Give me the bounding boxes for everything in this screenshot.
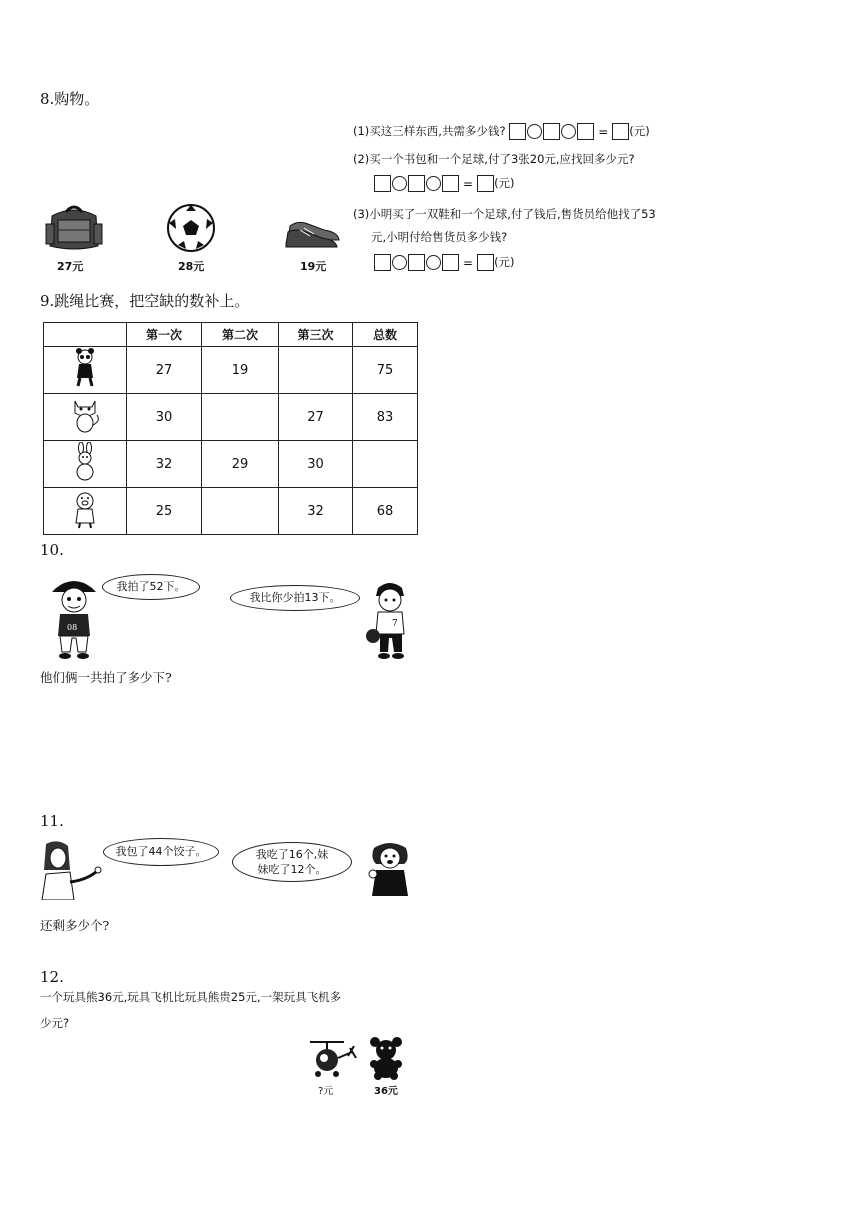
q8-sub2-equation	[374, 175, 515, 192]
table-row	[44, 394, 418, 441]
q11-question: 还剩多少个?	[40, 918, 110, 933]
q8-sub1-text: (1)买这三样东西,共需多少钱?	[353, 124, 506, 138]
table-header-cell: 第三次	[279, 323, 353, 347]
cat-icon	[44, 394, 127, 441]
q11-number: 11.	[40, 812, 64, 830]
pig-icon	[44, 488, 127, 535]
q12-text-line1: 一个玩具熊36元,玩具飞机比玩具熊贵25元,一架玩具飞机多	[40, 990, 342, 1004]
bear-price: 36元	[374, 1086, 398, 1097]
table-cell: 32	[279, 488, 353, 535]
shoes-price: 19元	[300, 260, 327, 273]
rabbit-icon	[44, 441, 127, 488]
q8-sub1	[353, 123, 650, 140]
soccer-ball-price: 28元	[178, 260, 205, 273]
answer-box[interactable]	[577, 123, 594, 140]
answer-box[interactable]	[477, 175, 494, 192]
unit-label: (元)	[494, 176, 515, 190]
table-cell: 75	[353, 347, 418, 394]
answer-box[interactable]	[374, 254, 391, 271]
bubble-line: 妹吃了12个。	[257, 863, 327, 876]
table-header-cell: 第二次	[202, 323, 279, 347]
speech-bubble-right: 我比你少拍13下。	[230, 585, 360, 611]
speech-bubble-right	[232, 842, 352, 882]
operator-circle[interactable]	[426, 255, 441, 270]
table-cell: 30	[279, 441, 353, 488]
speech-bubble-left: 我拍了52下。	[102, 574, 200, 600]
answer-box[interactable]	[408, 175, 425, 192]
table-header-cell	[44, 323, 127, 347]
table-cell: 68	[353, 488, 418, 535]
equals-sign: =	[598, 124, 609, 139]
shoes-icon	[284, 210, 342, 250]
operator-circle[interactable]	[392, 176, 407, 191]
toy-airplane-icon	[304, 1036, 362, 1080]
table-cell-blank[interactable]	[202, 488, 279, 535]
q12-text-line2: 少元?	[40, 1016, 70, 1030]
table-row	[44, 441, 418, 488]
table-cell: 27	[127, 347, 202, 394]
teddy-bear-icon	[366, 1036, 406, 1080]
woman-icon	[40, 840, 102, 900]
q10-number: 10.	[40, 541, 64, 559]
soccer-ball-icon	[166, 203, 216, 253]
unit-label: (元)	[494, 255, 515, 269]
equals-sign: =	[463, 176, 474, 191]
panda-icon	[44, 347, 127, 394]
svg-text:7: 7	[392, 619, 398, 629]
q12-number: 12.	[40, 968, 64, 986]
operator-circle[interactable]	[426, 176, 441, 191]
table-cell: 83	[353, 394, 418, 441]
backpack-icon	[44, 202, 104, 254]
table-cell: 30	[127, 394, 202, 441]
answer-box[interactable]	[408, 254, 425, 271]
equals-sign: =	[463, 255, 474, 270]
q9-title: 9.跳绳比赛，把空缺的数补上。	[40, 292, 250, 310]
svg-text:08: 08	[67, 623, 78, 632]
answer-box[interactable]	[543, 123, 560, 140]
table-cell: 29	[202, 441, 279, 488]
answer-box[interactable]	[612, 123, 629, 140]
answer-box[interactable]	[442, 254, 459, 271]
q10-question: 他们俩一共拍了多少下?	[40, 670, 172, 685]
table-header-row	[44, 323, 418, 347]
operator-circle[interactable]	[561, 124, 576, 139]
table-cell: 19	[202, 347, 279, 394]
table-header-cell: 总数	[353, 323, 418, 347]
boy-with-ball-icon	[364, 578, 414, 662]
answer-box[interactable]	[442, 175, 459, 192]
answer-box[interactable]	[477, 254, 494, 271]
q8-title: 8.购物。	[40, 90, 100, 108]
operator-circle[interactable]	[527, 124, 542, 139]
unit-label: (元)	[629, 124, 650, 138]
q8-sub3-equation	[374, 254, 515, 271]
q8-sub3-line2: 元,小明付给售货员多少钱?	[371, 230, 508, 244]
table-cell-blank[interactable]	[353, 441, 418, 488]
table-cell: 25	[127, 488, 202, 535]
jump-rope-table	[43, 322, 418, 535]
operator-circle[interactable]	[392, 255, 407, 270]
table-cell-blank[interactable]	[202, 394, 279, 441]
table-header-cell: 第一次	[127, 323, 202, 347]
table-row	[44, 488, 418, 535]
table-row	[44, 347, 418, 394]
boy-with-cap-icon	[48, 572, 100, 662]
answer-box[interactable]	[374, 175, 391, 192]
bubble-line: 我吃了16个,妹	[255, 848, 329, 861]
table-cell: 32	[127, 441, 202, 488]
airplane-price: ?元	[318, 1086, 334, 1097]
backpack-price: 27元	[57, 260, 84, 273]
table-cell-blank[interactable]	[279, 347, 353, 394]
answer-box[interactable]	[509, 123, 526, 140]
q8-sub3-line1: (3)小明买了一双鞋和一个足球,付了钱后,售货员给他找了53	[353, 207, 656, 221]
table-cell: 27	[279, 394, 353, 441]
speech-bubble-left: 我包了44个饺子。	[103, 838, 219, 866]
q8-sub2-text: (2)买一个书包和一个足球,付了3张20元,应找回多少元?	[353, 152, 635, 166]
girl-eating-icon	[364, 840, 414, 902]
